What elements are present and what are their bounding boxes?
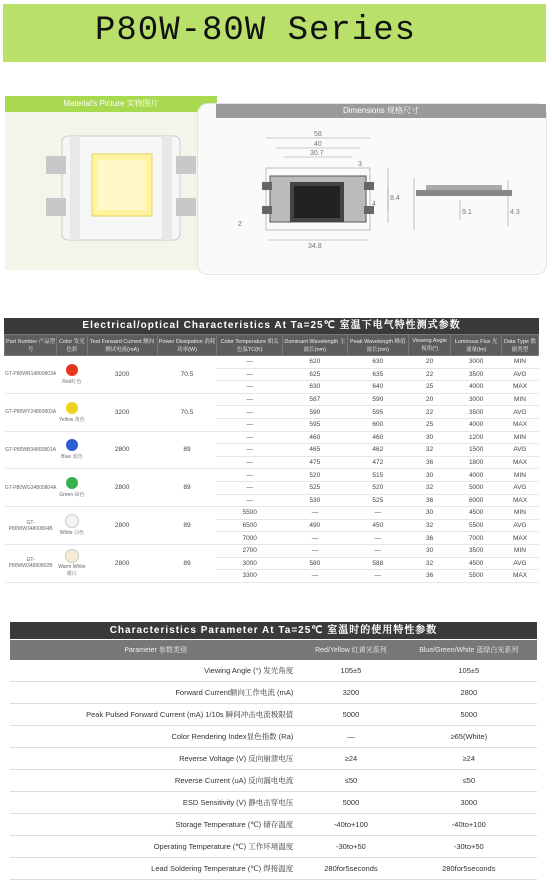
table-cell: 1500 (451, 444, 502, 457)
table-cell: Forward Current额向工作电流 (mA) (10, 682, 301, 704)
table-cell: — (217, 494, 283, 507)
power-dissipation: 89 (157, 469, 217, 507)
table-cell: 280for5seconds (401, 858, 537, 880)
table-cell: — (283, 507, 348, 520)
table-cell: 5500 (451, 519, 502, 532)
color-label: Yellow 黄色 (59, 416, 85, 423)
table-cell: — (347, 544, 408, 557)
table-cell: 6500 (217, 519, 283, 532)
table-cell: 5000 (301, 792, 400, 814)
table-cell: — (217, 481, 283, 494)
table-cell: 525 (283, 481, 348, 494)
table-row (5, 431, 539, 444)
table-row (5, 356, 539, 369)
color-dot-icon (66, 439, 78, 451)
table-cell: 595 (283, 418, 348, 431)
power-dissipation: 70.5 (157, 356, 217, 394)
table-cell: 5500 (217, 507, 283, 520)
dim-8-4: 8.4 (390, 195, 400, 202)
table-cell: 6000 (451, 494, 502, 507)
table-cell: 465 (283, 444, 348, 457)
elec-col-header: Color Temperature 相关色温TC(K) (217, 335, 283, 356)
table-row (10, 726, 537, 748)
electrical-header: Electrical/optical Characteristics At Ta=25℃ 室温下电气特性测式参数 (4, 318, 539, 334)
color-cell (57, 431, 87, 469)
part-number: GT-P80WY24800803A (5, 393, 57, 431)
table-cell: 460 (283, 431, 348, 444)
color-dot-icon (66, 402, 78, 414)
table-cell: MAX (501, 570, 538, 583)
table-cell: 4000 (451, 381, 502, 394)
dim-3: 3 (358, 161, 362, 168)
char-col-header: Red/Yellow 红黄光系列 (301, 640, 400, 660)
table-cell: 3000 (451, 356, 502, 369)
table-cell: AVG (501, 406, 538, 419)
color-label: Blue 蓝色 (61, 454, 83, 461)
table-cell: 32 (408, 557, 450, 570)
char-col-header: Parameter 参数类别 (10, 640, 301, 660)
table-row (10, 858, 537, 880)
table-cell: Viewing Angle (°) 发光角度 (10, 660, 301, 682)
test-current: 2800 (87, 431, 157, 469)
color-cell (57, 507, 87, 545)
part-number: GT-P80WB34800801A (5, 431, 57, 469)
table-cell: 590 (347, 393, 408, 406)
table-cell: 450 (347, 519, 408, 532)
color-cell (57, 469, 87, 507)
dim-30-7: 30.7 (310, 150, 324, 157)
table-cell: — (283, 532, 348, 545)
led-photo (40, 126, 200, 256)
table-cell: AVG (501, 444, 538, 457)
material-header: Material's Picture 实物图片 (5, 96, 217, 112)
table-cell: Color Rendering Index显色指数 (Ra) (10, 726, 301, 748)
table-cell: 4500 (451, 557, 502, 570)
table-cell: Reverse Voltage (V) 反向崩溃电压 (10, 748, 301, 770)
color-label: White 白色 (59, 530, 84, 537)
table-cell: AVG (501, 481, 538, 494)
test-current: 3200 (87, 356, 157, 394)
table-cell: ≤50 (401, 770, 537, 792)
elec-col-header: Test Forward Current 额向测试电流(mA) (87, 335, 157, 356)
table-cell: 475 (283, 456, 348, 469)
table-cell: — (217, 393, 283, 406)
test-current: 3200 (87, 393, 157, 431)
table-cell: — (217, 381, 283, 394)
table-cell: 3200 (301, 682, 400, 704)
table-cell: 5000 (401, 704, 537, 726)
elec-col-header: Peak Wavelength 峰值波长(nm) (347, 335, 408, 356)
table-row (10, 814, 537, 836)
color-cell (57, 356, 87, 394)
table-cell: 22 (408, 406, 450, 419)
table-cell: 5000 (301, 704, 400, 726)
char-col-header: Blue/Green/White 蓝绿白光系列 (401, 640, 537, 660)
table-cell: — (217, 444, 283, 457)
table-cell: 105±5 (401, 660, 537, 682)
elec-col-header: Luminous Flux 光通量(lm) (451, 335, 502, 356)
table-cell: 490 (283, 519, 348, 532)
color-dot-icon (66, 364, 78, 376)
dim-58: 58 (314, 131, 322, 138)
table-cell: — (283, 570, 348, 583)
table-cell: — (217, 469, 283, 482)
color-dot-icon (66, 550, 78, 562)
table-cell: 36 (408, 456, 450, 469)
table-cell: 5000 (451, 481, 502, 494)
table-cell: MIN (501, 356, 538, 369)
color-label: Red红色 (62, 378, 82, 385)
table-cell: 530 (283, 494, 348, 507)
table-cell: MIN (501, 431, 538, 444)
table-cell: 36 (408, 494, 450, 507)
table-cell: Reverse Current (uA) 反向漏电电流 (10, 770, 301, 792)
table-cell: MAX (501, 532, 538, 545)
elec-col-header: Data Type 数据类型 (501, 335, 538, 356)
table-row (10, 748, 537, 770)
table-row (10, 836, 537, 858)
table-cell: 5500 (451, 570, 502, 583)
table-cell: 4000 (451, 469, 502, 482)
table-cell: 3500 (451, 406, 502, 419)
part-number: GT-P80WW34880802B (5, 544, 57, 582)
dim-40: 40 (314, 141, 322, 148)
table-cell: 587 (283, 393, 348, 406)
table-cell: AVG (501, 519, 538, 532)
table-cell: 3000 (401, 792, 537, 814)
table-cell: Storage Temperature (℃) 储存温度 (10, 814, 301, 836)
table-cell: Peak Pulsed Forward Current (mA) 1/10s 瞬间冲击电流极限值 (10, 704, 301, 726)
table-cell: 520 (283, 469, 348, 482)
table-cell: 2700 (217, 544, 283, 557)
color-dot-icon (66, 477, 78, 489)
table-cell: MAX (501, 381, 538, 394)
table-row (10, 682, 537, 704)
table-cell: ESD Sensitivity (V) 静电击穿电压 (10, 792, 301, 814)
table-row (5, 507, 539, 520)
table-cell: MAX (501, 494, 538, 507)
table-cell: 22 (408, 368, 450, 381)
table-cell: MAX (501, 418, 538, 431)
table-cell: — (217, 418, 283, 431)
page-title: P80W-80W Series (95, 12, 417, 50)
table-cell: 3500 (451, 544, 502, 557)
table-cell: MIN (501, 393, 538, 406)
table-cell: 520 (347, 481, 408, 494)
title-bar (3, 4, 546, 62)
table-cell: 1800 (451, 456, 502, 469)
table-cell: 32 (408, 519, 450, 532)
table-cell: 280for5seconds (301, 858, 400, 880)
color-cell (57, 544, 87, 582)
table-cell: 36 (408, 532, 450, 545)
table-cell: 472 (347, 456, 408, 469)
dim-2: 2 (238, 221, 242, 228)
table-cell: 7000 (451, 532, 502, 545)
table-cell: 30 (408, 431, 450, 444)
table-cell: Lead Soldering Temperature (℃) 焊接温度 (10, 858, 301, 880)
dimension-drawing (228, 128, 538, 253)
table-cell: 630 (283, 381, 348, 394)
table-cell: 7000 (217, 532, 283, 545)
table-cell: 3000 (451, 393, 502, 406)
power-dissipation: 89 (157, 431, 217, 469)
test-current: 2800 (87, 544, 157, 582)
dimensions-header: Dimensions 规格尺寸 (216, 104, 546, 118)
table-cell: 590 (283, 406, 348, 419)
electrical-table (4, 334, 539, 583)
table-cell: — (217, 356, 283, 369)
table-cell: 32 (408, 481, 450, 494)
table-cell: — (347, 507, 408, 520)
power-dissipation: 89 (157, 507, 217, 545)
table-cell: — (217, 368, 283, 381)
table-cell: AVG (501, 368, 538, 381)
table-cell: 3000 (217, 557, 283, 570)
elec-col-header: Color 发光色彩 (57, 335, 87, 356)
table-cell: 25 (408, 381, 450, 394)
table-cell: ≥24 (401, 748, 537, 770)
part-number: GT-P80WW34800804B (5, 507, 57, 545)
table-row (10, 792, 537, 814)
table-cell: 30 (408, 469, 450, 482)
part-number: GT-P80WR14800803A (5, 356, 57, 394)
table-cell: MIN (501, 469, 538, 482)
table-cell: 462 (347, 444, 408, 457)
table-cell: 525 (347, 494, 408, 507)
table-cell: 460 (347, 431, 408, 444)
table-cell: MIN (501, 507, 538, 520)
table-cell: — (217, 431, 283, 444)
table-row (5, 544, 539, 557)
table-cell: -40to+100 (301, 814, 400, 836)
table-cell: 600 (347, 418, 408, 431)
table-cell: 3300 (217, 570, 283, 583)
table-row (10, 660, 537, 682)
table-cell: 36 (408, 570, 450, 583)
part-number: GT-P80WG34800804A (5, 469, 57, 507)
table-cell: 635 (347, 368, 408, 381)
table-cell: -30to+50 (301, 836, 400, 858)
table-cell: 20 (408, 356, 450, 369)
table-cell: 640 (347, 381, 408, 394)
table-cell: 620 (283, 356, 348, 369)
table-cell: 30 (408, 544, 450, 557)
table-cell: 105±5 (301, 660, 400, 682)
table-row (5, 469, 539, 482)
color-cell (57, 393, 87, 431)
table-cell: 630 (347, 356, 408, 369)
color-label: Warm White 暖白 (58, 563, 86, 577)
table-cell: AVG (501, 557, 538, 570)
table-cell: 30 (408, 507, 450, 520)
table-row (10, 770, 537, 792)
table-cell: 25 (408, 418, 450, 431)
table-cell: ≥24 (301, 748, 400, 770)
color-label: Green 绿色 (59, 492, 85, 499)
table-cell: 595 (347, 406, 408, 419)
table-cell: — (347, 570, 408, 583)
table-row (10, 704, 537, 726)
table-cell: — (347, 532, 408, 545)
dim-4: 4 (372, 201, 376, 208)
table-cell: — (217, 456, 283, 469)
table-cell: 20 (408, 393, 450, 406)
table-cell: 4500 (451, 507, 502, 520)
table-cell: ≥65(White) (401, 726, 537, 748)
table-cell: -40to+100 (401, 814, 537, 836)
table-cell: Operating Temperature (℃) 工作环境温度 (10, 836, 301, 858)
table-cell: ≤50 (301, 770, 400, 792)
dim-34-8: 34.8 (308, 243, 322, 250)
table-cell: 3500 (451, 368, 502, 381)
table-cell: 2800 (401, 682, 537, 704)
table-cell: 625 (283, 368, 348, 381)
table-cell: 4000 (451, 418, 502, 431)
elec-col-header: Power Dissipation 消耗功率(W) (157, 335, 217, 356)
table-cell: MAX (501, 456, 538, 469)
table-cell: — (217, 406, 283, 419)
table-cell: — (283, 544, 348, 557)
dim-4-3: 4.3 (510, 209, 520, 216)
dim-9-1: 9.1 (462, 209, 472, 216)
color-dot-icon (66, 515, 78, 527)
table-cell: 580 (283, 557, 348, 570)
table-cell: 588 (347, 557, 408, 570)
table-cell: 1200 (451, 431, 502, 444)
elec-col-header: Part Number 产品型号 (5, 335, 57, 356)
table-cell: MIN (501, 544, 538, 557)
table-row (5, 393, 539, 406)
table-cell: -30to+50 (401, 836, 537, 858)
elec-col-header: Dominant Wavelength 主波长(nm) (283, 335, 348, 356)
table-cell: 32 (408, 444, 450, 457)
characteristics-table (10, 640, 537, 880)
power-dissipation: 89 (157, 544, 217, 582)
elec-col-header: Viewing Angle 视角(°) (408, 335, 450, 356)
test-current: 2800 (87, 507, 157, 545)
power-dissipation: 70.5 (157, 393, 217, 431)
table-cell: — (301, 726, 400, 748)
table-cell: 515 (347, 469, 408, 482)
characteristics-header: Characteristics Parameter At Ta=25℃ 室温时的使用特性参数 (10, 622, 537, 639)
test-current: 2800 (87, 469, 157, 507)
